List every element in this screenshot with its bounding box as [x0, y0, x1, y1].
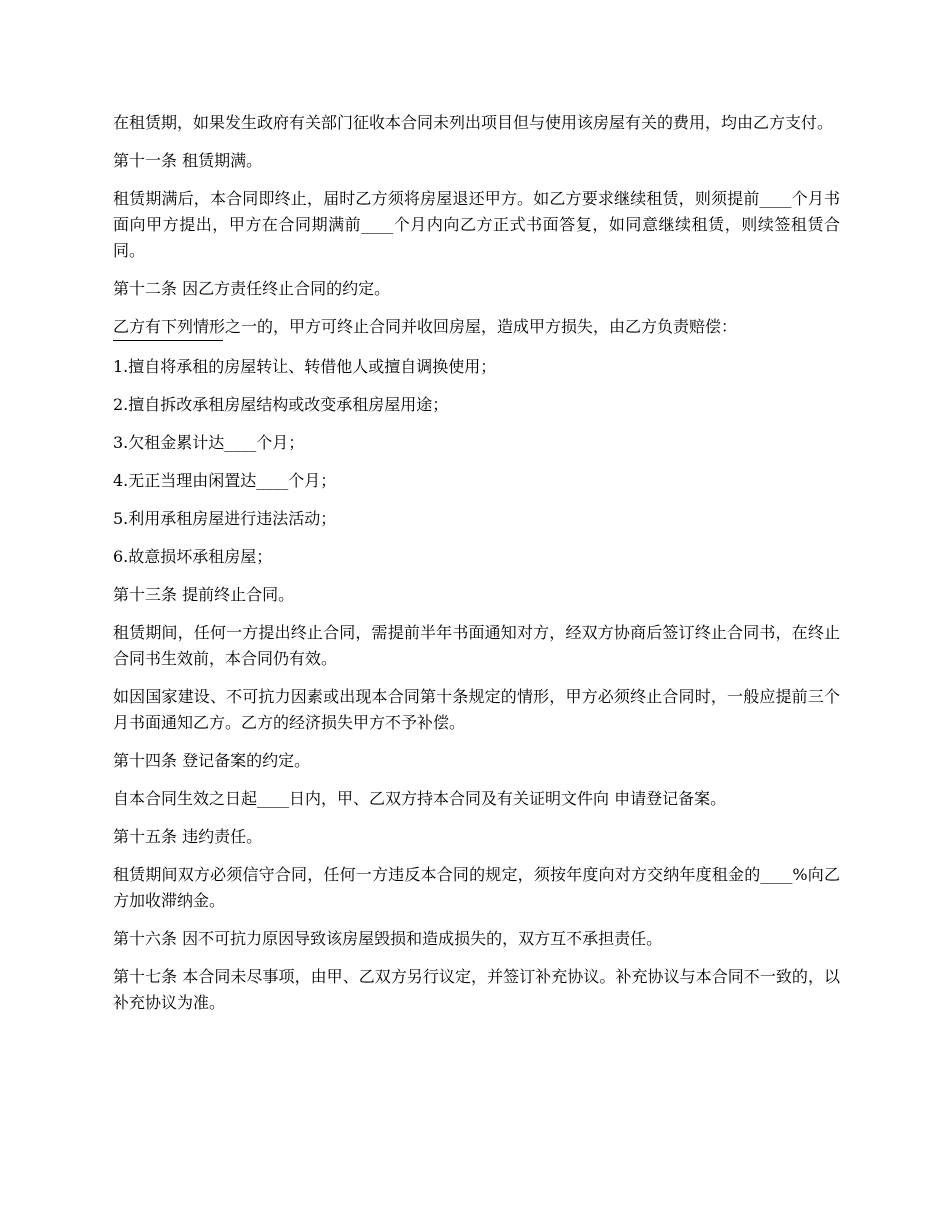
- paragraph: 在租赁期，如果发生政府有关部门征收本合同未列出项目但与使用该房屋有关的费用，均由乙方支付。: [113, 113, 834, 132]
- list-item: 4.无正当理由闲置达____个月；: [113, 471, 337, 490]
- article-heading: 第十一条 租赁期满。: [113, 151, 263, 170]
- list-item: 1.擅自将承租的房屋转让、转借他人或擅自调换使用；: [113, 357, 497, 376]
- paragraph: 租赁期满后，本合同即终止，届时乙方须将房屋退还甲方。如乙方要求继续租赁，则须提前____个月书面向甲方提出，甲方在合同期满前____个月内向乙方正式书面答复，如同意继续租赁，则续签租赁合同。: [113, 189, 840, 260]
- article-heading: 第十二条 因乙方责任终止合同的约定。: [113, 279, 391, 298]
- paragraph: 租赁期间，任何一方提出终止合同，需提前半年书面通知对方，经双方协商后签订终止合同书，在终止合同书生效前，本合同仍有效。: [113, 623, 840, 668]
- article-heading: 第十三条 提前终止合同。: [113, 585, 295, 604]
- list-item: 3.欠租金累计达____个月；: [113, 433, 305, 452]
- article-paragraph: 第十七条 本合同未尽事项，由甲、乙双方另行议定，并签订补充协议。补充协议与本合同不一致的，以补充协议为准。: [113, 967, 840, 1012]
- paragraph: 租赁期间双方必须信守合同，任何一方违反本合同的规定，须按年度向对方交纳年度租金的____%向乙方加收滞纳金。: [113, 865, 840, 910]
- paragraph: 乙方有下列情形之一的，甲方可终止合同并收回房屋，造成甲方损失，由乙方负责赔偿：: [113, 317, 738, 336]
- list-item: 5.利用承租房屋进行违法活动；: [113, 509, 337, 528]
- article-heading: 第十四条 登记备案的约定。: [113, 751, 311, 770]
- article-paragraph: 第十六条 因不可抗力原因导致该房屋毁损和造成损失的，双方互不承担责任。: [113, 929, 663, 948]
- blank-fill-line: [113, 340, 223, 341]
- list-item: 6.故意损坏承租房屋；: [113, 547, 273, 566]
- document-body: [113, 110, 840, 1028]
- paragraph: 自本合同生效之日起____日内，甲、乙双方持本合同及有关证明文件向 申请登记备案。: [113, 789, 727, 808]
- paragraph: 如因国家建设、不可抗力因素或出现本合同第十条规定的情形，甲方必须终止合同时，一般应提前三个月书面通知乙方。乙方的经济损失甲方不予补偿。: [113, 687, 840, 732]
- list-item: 2.擅自拆改承租房屋结构或改变承租房屋用途；: [113, 395, 449, 414]
- article-heading: 第十五条 违约责任。: [113, 827, 263, 846]
